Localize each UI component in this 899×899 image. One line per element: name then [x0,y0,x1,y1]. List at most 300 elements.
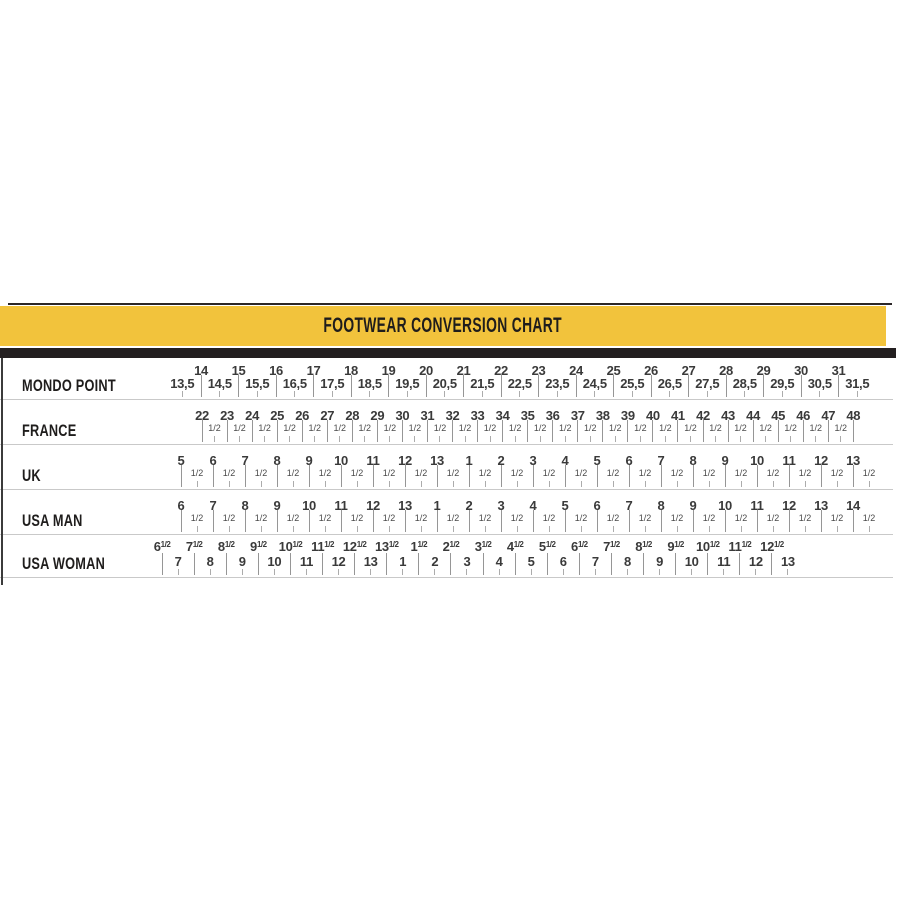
size-value-minor: 15,5 [245,376,270,391]
half-superscript: 1/2 [642,540,652,549]
size-value-major: 40 [645,408,660,423]
size-value-minor: 1/2 [584,423,597,433]
size-value-major: 9 [273,498,281,513]
minor-tick [773,481,774,487]
size-value-major: 11 [782,453,796,468]
minor-tick [744,391,745,397]
minor-tick [369,391,370,397]
size-value-major: 41 [671,408,685,423]
page-title: FOOTWEAR CONVERSION CHART [323,314,563,337]
size-value-minor: 18,5 [357,376,382,391]
minor-tick [627,569,628,575]
minor-tick [613,481,614,487]
minor-tick [594,391,595,397]
minor-tick [540,436,541,442]
size-value-major: 3 [497,498,505,513]
minor-tick [773,526,774,532]
size-value-major: 5 [561,498,569,513]
size-value-major: 27 [681,363,696,378]
minor-tick [325,526,326,532]
size-value-minor: 1/2 [659,423,672,433]
size-value-major: 1 [465,453,473,468]
minor-tick [293,526,294,532]
size-value-minor: 25,5 [620,376,645,391]
size-value-major: 8 [241,498,249,513]
size-value-major: 13 [430,453,444,468]
minor-tick [755,569,756,575]
size-value-major: 9 [305,453,313,468]
size-value-minor: 7 [591,554,599,569]
half-superscript: 1/2 [709,540,720,549]
size-value-major: 7 [657,453,665,468]
size-value-minor: 1/2 [383,423,397,433]
half-superscript: 1/2 [741,540,752,549]
size-value-major: $12^{1/2}$ [760,539,784,554]
size-value-major: 4 [561,453,569,468]
size-value-major: $7^{1/2}$ [185,539,203,554]
minor-tick [389,526,390,532]
size-value-minor: 1/2 [634,423,647,433]
row-uk [0,445,899,490]
minor-tick [517,526,518,532]
size-value-major: 35 [520,408,535,423]
minor-tick [364,436,365,442]
minor-tick [563,569,564,575]
size-value-minor: 1/2 [510,468,524,478]
size-value-minor: 1/2 [734,423,747,433]
size-value-major: 10 [334,453,348,468]
size-value-minor: 30,5 [807,376,832,391]
size-value-minor: 1/2 [286,468,300,478]
minor-tick [338,569,339,575]
size-value-major: $13^{1/2}$ [374,539,399,554]
row-label-usa-man: USA MAN [22,511,83,530]
size-value-major: 12 [814,453,828,468]
minor-tick [490,436,491,442]
row-separator-line [0,577,893,578]
minor-tick [677,481,678,487]
size-value-major: 38 [595,408,610,423]
size-value-major: 30 [395,408,410,423]
size-value-minor: 1/2 [702,468,716,478]
minor-tick [210,569,211,575]
size-value-minor: 1/2 [834,423,848,433]
size-value-minor: 29,5 [770,376,795,391]
minor-tick [389,436,390,442]
size-value-major: $5^{1/2}$ [538,539,556,554]
size-value-major: $3^{1/2}$ [474,539,492,554]
half-superscript: 1/2 [449,540,460,549]
size-value-minor: 1/2 [483,423,497,433]
minor-tick [819,391,820,397]
size-value-minor: 1/2 [222,513,236,523]
minor-tick [261,481,262,487]
size-value-major: 9 [689,498,697,513]
size-value-major: 4 [529,498,537,513]
minor-tick [565,436,566,442]
size-value-minor: 14,5 [207,376,232,391]
size-value-minor: 13 [363,554,378,569]
size-value-major: 8 [689,453,697,468]
size-value-minor: 1/2 [574,513,588,523]
minor-tick [740,436,741,442]
size-value-minor: 1/2 [798,468,812,478]
minor-tick [214,436,215,442]
size-value-minor: 1/2 [446,513,460,523]
minor-tick [790,436,791,442]
half-superscript: 1/2 [417,540,428,549]
size-value-minor: 17,5 [320,376,345,391]
row-label-mondo-point: MONDO POINT [22,376,116,395]
minor-tick [465,436,466,442]
size-value-minor: 1/2 [766,513,780,523]
size-value-minor: 1/2 [254,468,268,478]
minor-tick [645,526,646,532]
size-value-minor: 1/2 [318,513,332,523]
size-value-major: 27 [320,408,335,423]
size-value-major: 26 [295,408,310,423]
size-value-major: $11^{1/2}$ [728,539,752,554]
size-value-minor: 19,5 [395,376,420,391]
minor-tick [723,569,724,575]
minor-tick [357,526,358,532]
size-value-minor: 1/2 [558,423,572,433]
size-value-minor: 22,5 [507,376,532,391]
size-value-minor: 1/2 [190,468,204,478]
half-superscript: 1/2 [160,540,171,549]
size-value-minor: 1/2 [574,468,588,478]
size-value-minor: 12 [331,554,346,569]
size-value-minor: 1/2 [258,423,271,433]
size-value-major: $6^{1/2}$ [571,539,588,554]
size-value-minor: 1/2 [830,513,844,523]
size-value-major: 5 [177,453,185,468]
size-value-major: 6 [209,453,217,468]
size-value-minor: 1/2 [286,513,300,523]
size-value-minor: 1/2 [508,423,522,433]
minor-tick [640,436,641,442]
size-value-minor: 1/2 [542,468,556,478]
half-superscript: 1/2 [224,540,235,549]
size-value-minor: 31,5 [845,376,870,391]
size-value-major: 32 [445,408,460,423]
minor-tick [615,436,616,442]
size-value-minor: 23,5 [545,376,570,391]
size-value-minor: 21,5 [470,376,495,391]
size-value-major: 11 [366,453,380,468]
size-value-minor: 9 [656,554,664,569]
size-value-major: 7 [209,498,217,513]
size-value-major: 23 [220,408,234,423]
size-value-major: 6 [593,498,601,513]
size-value-minor: 1/2 [759,423,772,433]
size-value-minor: 10 [267,554,282,569]
size-value-minor: 3 [463,554,471,569]
size-value-major: 21 [456,363,471,378]
size-value-major: $11^{1/2}$ [311,539,334,554]
size-value-minor: 16,5 [282,376,307,391]
size-value-minor: 1/2 [830,468,844,478]
minor-tick [434,569,435,575]
size-value-major: 47 [821,408,836,423]
size-value-major: 3 [529,453,537,468]
minor-tick [677,526,678,532]
half-superscript: 1/2 [388,540,399,549]
size-value-major: 25 [606,363,621,378]
size-value-major: 44 [746,408,761,423]
size-value-major: 14 [194,363,208,378]
size-value-minor: 20,5 [432,376,457,391]
minor-tick [741,481,742,487]
minor-tick [239,436,240,442]
size-value-minor: 1/2 [709,423,722,433]
row-usa-man [0,490,899,535]
minor-tick [645,481,646,487]
minor-tick [485,481,486,487]
size-value-minor: 1/2 [784,423,797,433]
size-value-minor: 1/2 [283,423,296,433]
size-value-major: 12 [782,498,796,513]
size-value-minor: 1/2 [308,423,321,433]
size-value-major: $6^{1/2}$ [153,539,171,554]
minor-tick [339,436,340,442]
size-value-minor: 1/2 [638,468,652,478]
size-value-major: $8^{1/2}$ [217,539,235,554]
size-value-minor: 1/2 [670,468,684,478]
half-superscript: 1/2 [545,540,556,549]
row-usa-woman [0,535,899,578]
minor-tick [709,526,710,532]
minor-tick [581,481,582,487]
left-edge-rule [1,358,3,585]
size-value-minor: 1/2 [478,513,492,523]
minor-tick [787,569,788,575]
size-value-minor: 7 [174,554,182,569]
minor-tick [264,436,265,442]
minor-tick [421,481,422,487]
size-value-major: 6 [177,498,185,513]
size-value-major: 31 [420,408,435,423]
minor-tick [453,526,454,532]
size-value-major: 24 [569,363,583,378]
size-value-major: $12^{1/2}$ [342,539,367,554]
minor-tick [293,481,294,487]
half-superscript: 1/2 [610,540,620,549]
half-superscript: 1/2 [292,540,303,549]
minor-tick [765,436,766,442]
minor-tick [294,391,295,397]
minor-tick [229,481,230,487]
minor-tick [665,436,666,442]
size-value-major: 17 [306,363,321,378]
half-superscript: 1/2 [256,540,267,549]
size-value-major: 10 [718,498,732,513]
minor-tick [485,526,486,532]
size-value-minor: 10 [684,554,699,569]
size-value-minor: 4 [495,554,503,569]
size-value-major: 23 [531,363,546,378]
minor-tick [453,481,454,487]
size-value-major: 18 [344,363,358,378]
minor-tick [613,526,614,532]
size-value-minor: 1/2 [766,468,780,478]
size-value-major: 15 [231,363,246,378]
size-value-minor: 1/2 [350,513,364,523]
size-value-major: 30 [794,363,808,378]
size-value-minor: 1/2 [446,468,460,478]
minor-tick [257,391,258,397]
row-label-uk: UK [22,466,41,485]
size-value-major: 8 [273,453,281,468]
size-value-minor: 1/2 [638,513,652,523]
size-value-major: 16 [269,363,283,378]
size-value-major: 26 [644,363,658,378]
size-value-minor: 1/2 [606,468,620,478]
size-value-major: $10^{1/2}$ [278,539,303,554]
half-superscript: 1/2 [674,540,684,549]
size-value-major: 34 [495,408,510,423]
row-label-france: FRANCE [22,421,77,440]
minor-tick [197,526,198,532]
size-value-major: 13 [814,498,828,513]
size-value-major: 33 [470,408,485,423]
size-value-major: 25 [270,408,285,423]
row-label-usa-woman: USA WOMAN [22,554,106,573]
size-value-major: $2^{1/2}$ [442,539,460,554]
size-value-minor: 1/2 [382,513,396,523]
size-value-minor: 1/2 [358,423,372,433]
size-value-major: 37 [570,408,585,423]
size-value-major: 2 [497,453,505,468]
size-value-minor: 1/2 [233,423,246,433]
size-value-major: 20 [419,363,433,378]
size-value-minor: 9 [238,554,246,569]
size-value-major: 48 [846,408,861,423]
size-value-major: 1 [433,498,441,513]
size-value-major: $9^{1/2}$ [667,539,684,554]
minor-tick [515,436,516,442]
minor-tick [669,391,670,397]
size-value-minor: 8 [206,554,214,569]
size-value-minor: 1/2 [433,423,447,433]
size-value-minor: 1/2 [862,513,876,523]
minor-tick [782,391,783,397]
size-value-minor: 1/2 [862,468,876,478]
size-value-minor: 1/2 [190,513,204,523]
size-value-minor: 13 [781,554,795,569]
size-value-minor: 1/2 [333,423,347,433]
half-superscript: 1/2 [513,540,524,549]
minor-tick [289,436,290,442]
size-value-major: $7^{1/2}$ [603,539,620,554]
size-value-major: 31 [831,363,846,378]
size-value-minor: 24,5 [582,376,607,391]
minor-tick [370,569,371,575]
minor-tick [840,436,841,442]
size-value-minor: 1/2 [510,513,524,523]
size-value-minor: 27,5 [695,376,720,391]
minor-tick [837,481,838,487]
half-superscript: 1/2 [324,540,334,549]
size-value-minor: 1/2 [734,468,748,478]
minor-tick [659,569,660,575]
minor-tick [261,526,262,532]
size-value-minor: 2 [431,554,439,569]
minor-tick [590,436,591,442]
size-value-minor: 1/2 [809,423,822,433]
minor-tick [197,481,198,487]
size-value-minor: 1/2 [609,423,622,433]
size-value-minor: 1/2 [222,468,236,478]
size-value-minor: 1 [399,554,407,569]
size-value-major: 11 [334,498,348,513]
size-value-major: 9 [721,453,729,468]
minor-tick [407,391,408,397]
size-value-minor: 8 [623,554,631,569]
size-value-major: 36 [545,408,560,423]
size-value-major: 43 [721,408,735,423]
size-value-major: $4^{1/2}$ [506,539,524,554]
size-value-minor: 11 [299,554,314,569]
size-value-major: 22 [494,363,508,378]
size-value-major: $10^{1/2}$ [695,539,720,554]
size-value-major: 39 [620,408,635,423]
minor-tick [439,436,440,442]
minor-tick [557,391,558,397]
size-value-minor: 1/2 [382,468,396,478]
row-france [0,400,899,445]
minor-tick [357,481,358,487]
size-value-minor: 1/2 [734,513,748,523]
size-value-minor: 1/2 [542,513,556,523]
size-value-minor: 1/2 [208,423,221,433]
minor-tick [242,569,243,575]
minor-tick [178,569,179,575]
minor-tick [332,391,333,397]
minor-tick [229,526,230,532]
minor-tick [690,436,691,442]
minor-tick [549,526,550,532]
minor-tick [499,569,500,575]
size-value-major: 5 [593,453,601,468]
minor-tick [741,526,742,532]
minor-tick [402,569,403,575]
size-value-major: 10 [302,498,316,513]
size-value-major: 29 [756,363,771,378]
minor-tick [517,481,518,487]
size-value-major: 12 [366,498,380,513]
size-value-minor: 13,5 [170,376,195,391]
minor-tick [306,569,307,575]
size-value-minor: 28,5 [732,376,757,391]
size-value-minor: 1/2 [478,468,492,478]
minor-tick [857,391,858,397]
minor-tick [581,526,582,532]
size-value-minor: 1/2 [414,468,428,478]
minor-tick [869,526,870,532]
size-value-major: 45 [771,408,786,423]
minor-tick [709,481,710,487]
size-value-major: 14 [846,498,860,513]
minor-tick [707,391,708,397]
minor-tick [414,436,415,442]
size-value-major: $8^{1/2}$ [635,539,652,554]
minor-tick [595,569,596,575]
minor-tick [632,391,633,397]
size-value-major: 28 [719,363,733,378]
minor-tick [715,436,716,442]
size-value-major: 7 [241,453,249,468]
